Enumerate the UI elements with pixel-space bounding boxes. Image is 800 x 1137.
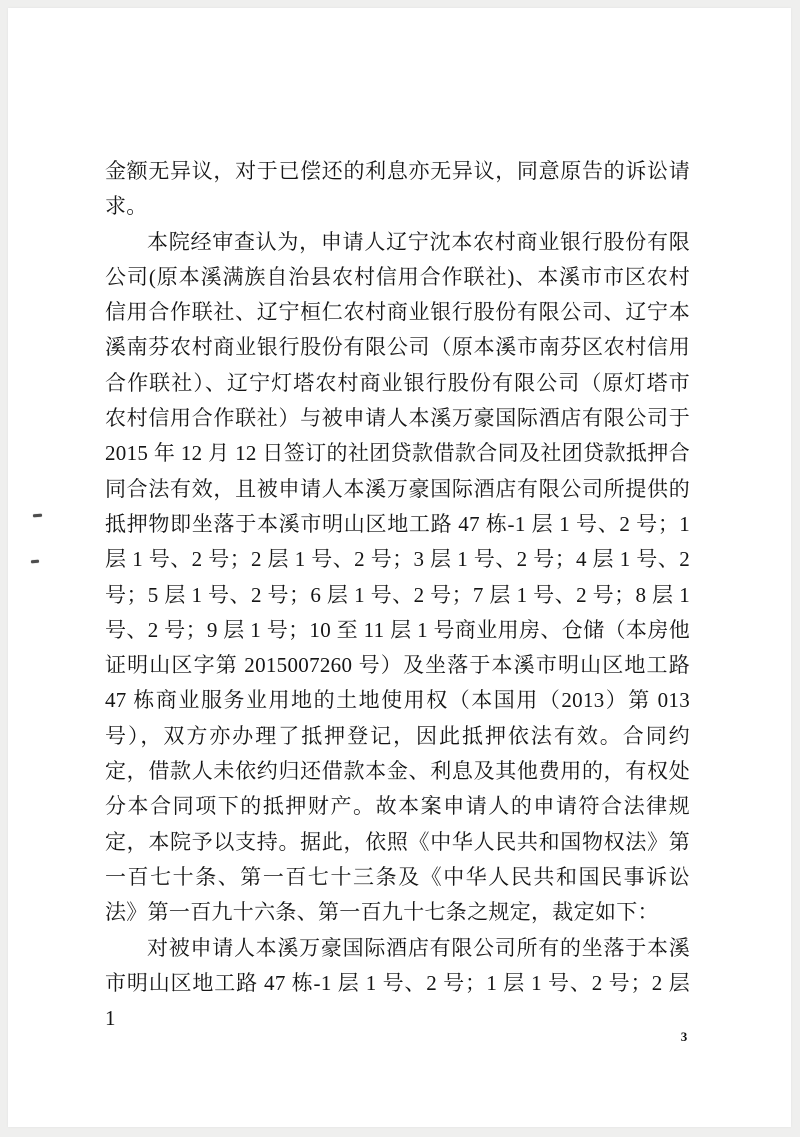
paragraph-court-findings: 本院经审查认为，申请人辽宁沈本农村商业银行股份有限公司(原本溪满族自治县农村信用合作联社)、本溪市市区农村信用合作联社、辽宁桓仁农村商业银行股份有限公司、辽宁本溪南芬农村商业银行股份有限公司（原本溪市南芬区农村信用合作联社）、辽宁灯塔农村商业银行股份有限公司（原灯塔市农村信用合作联社）与被申请人本溪万豪国际酒店有限公司于 2015 年 12 月 12 日签订的社团贷款借款合同及社团贷款抵押合同合法有效，且被申请人本溪万豪国际酒店有限公司所提供的抵押物即坐落于本溪市明山区地工路 47 栋-1 层 1 号、2 号；1 层 1 号、2 号；2 层 1 号、2 号；3 层 1 号、2 号；4 层 1 号、2 号；5 层 1 号、2 号；6 层 1 号、2 号；7 层 1 号、2 号；8 层 1 号、2 号；9 层 1 号；10 至 11 层 1 号商业用房、仓储（本房他证明山区字第 2015007260 号）及坐落于本溪市明山区地工路 47 栋商业服务业用地的土地使用权（本国用（2013）第 013 号），双方亦办理了抵押登记，因此抵押依法有效。合同约定，借款人未依约归还借款本金、利息及其他费用的，有权处分本合同项下的抵押财产。故本案申请人的申请符合法律规定，本院予以支持。据此，依照《中华人民共和国物权法》第一百七十条、第一百七十三条及《中华人民共和国民事诉讼法》第一百九十六条、第一百九十七条之规定，裁定如下： <box>105 229 690 925</box>
scan-artifact-dash <box>33 514 42 518</box>
document-page <box>8 8 791 1127</box>
paragraph-plaintiff-claim-agreement: 金额无异议，对于已偿还的利息亦无异议，同意原告的诉讼请求。 <box>105 159 690 219</box>
paragraph-ruling-order: 对被申请人本溪万豪国际酒店有限公司所有的坐落于本溪市明山区地工路 47 栋-1 层 1 号、2 号；1 层 1 号、2 号；2 层 1 <box>105 935 690 1031</box>
document-body <box>105 154 690 1036</box>
page-number: 3 <box>680 1029 688 1044</box>
scan-artifact-dash <box>31 560 39 564</box>
